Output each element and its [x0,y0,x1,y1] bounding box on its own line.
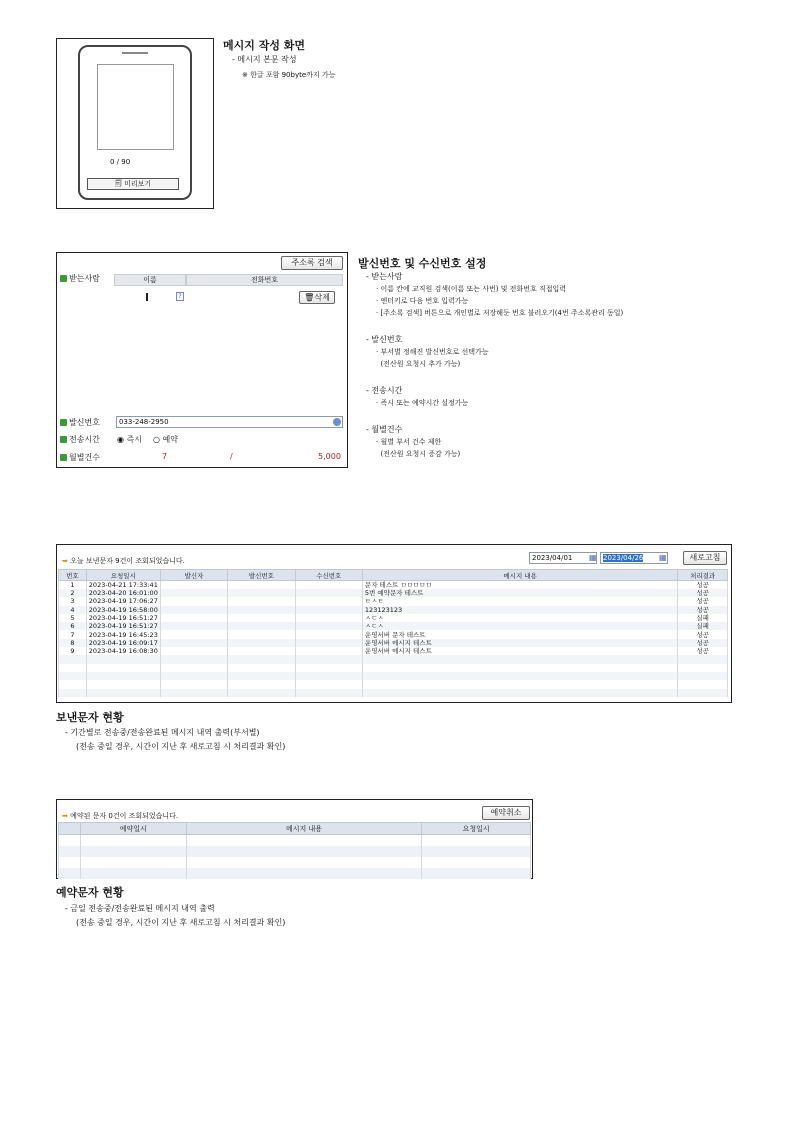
table-cell: 문자 테스트 ㅁㅁㅁㅁㅁ [362,581,677,590]
table-cell: 성공 [678,639,728,647]
col-checkbox [59,823,81,835]
desc-group-sendtime: - 전송시간 · 즉시 또는 예약시간 설정가능 [366,386,469,407]
table-row[interactable] [59,672,728,680]
table-cell: ㅅㄷㅅ [362,614,677,622]
table-cell [228,689,295,697]
table-cell [228,655,295,663]
table-row[interactable] [59,630,728,638]
table-row[interactable] [59,655,728,663]
table-row[interactable] [59,606,728,614]
sec1-bullet: - 메시지 본문 작성 [232,55,297,64]
col-sender: 발신자 [160,570,227,581]
table-cell [362,664,677,672]
search-icon[interactable]: ? [176,292,184,301]
table-cell: 2023-04-19 16:51:27 [86,614,160,622]
table-cell [295,639,362,647]
refresh-button[interactable]: 새로고침 [683,551,727,565]
col-number: 번호 [59,570,87,581]
col-reserve-time: 예약일시 [80,823,186,835]
table-row [59,857,531,868]
table-cell: 3 [59,597,87,605]
date-from-input[interactable]: 2023/04/01 [529,552,597,564]
table-cell: 성공 [678,581,728,590]
trash-icon: 🗑 [304,293,315,302]
recipient-label: 받는사람 [60,273,100,284]
table-row[interactable] [59,664,728,672]
table-cell [678,672,728,680]
sec3-title: 보낸문자 현황 [56,711,124,724]
sec4-line1: - 금일 전송중/전송완료된 메시지 내역 출력 [65,904,215,913]
table-cell [228,622,295,630]
table-cell: 2023-04-19 16:58:00 [86,606,160,614]
table-cell: 2023-04-19 16:08:30 [86,647,160,655]
table-cell [228,672,295,680]
table-cell: 성공 [678,606,728,614]
table-cell [295,655,362,663]
table-cell [160,672,227,680]
table-cell [160,664,227,672]
table-cell [228,581,295,590]
table-cell: 2023-04-21 17:33:41 [86,581,160,590]
table-cell [160,622,227,630]
table-cell [362,680,677,688]
table-row[interactable] [59,614,728,622]
table-cell: 4 [59,606,87,614]
col-phone: 전화번호 [186,274,343,286]
desc-group-recipient: - 받는사람 · 이름 칸에 교직원 검색(이름 또는 사번) 및 전화번호 직접입력 · 엔터키로 다음 번호 입력가능 · [주소록 검색] 버튼으로 개인별로 저장해둔 번호 불러오기(4번 주소록관리 동일) [366,272,624,317]
sec3-line2: (전송 중일 경우, 시간이 지난 후 새로고침 시 처리결과 확인) [76,742,286,751]
phone-speaker [122,52,148,54]
sender-label: 발신번호 [60,417,100,428]
cancel-reservation-button[interactable]: 예약취소 [482,806,530,820]
monthly-label: 월별건수 [60,452,100,463]
table-cell [295,589,362,597]
table-cell: 성공 [678,597,728,605]
bullet-icon [60,454,67,461]
table-cell [295,680,362,688]
table-cell [295,664,362,672]
table-row[interactable] [59,589,728,597]
desc-group-sender: - 발신번호 · 부서별 정해진 발신번호로 선택가능 (전산원 요청시 추가 가능) [366,335,489,368]
table-cell [228,614,295,622]
sec2-title: 발신번호 및 수신번호 설정 [358,257,487,270]
table-cell [228,680,295,688]
table-cell [160,680,227,688]
date-to-input[interactable]: 2023/04/26 [600,552,668,564]
col-message: 메시지 내용 [186,823,421,835]
col-name: 이름 [114,274,186,286]
col-message: 메시지 내용 [362,570,677,581]
table-cell [160,647,227,655]
sec1-note: ※ 한글 포함 90byte까지 가능 [242,71,336,79]
message-body-area[interactable] [97,64,174,150]
table-cell: ㅌㅅㅌ [362,597,677,605]
table-cell [86,655,160,663]
table-cell: 운영서버 메시지 테스트 [362,647,677,655]
calendar-icon[interactable]: ▦ [589,553,597,562]
monthly-limit: 5,000 [318,452,341,461]
preview-icon: 🗐 [114,180,122,188]
table-cell: 2023-04-20 16:01:00 [86,589,160,597]
table-cell: 123123123 [362,606,677,614]
table-cell [228,647,295,655]
monthly-sep: / [230,452,233,461]
table-cell: ㅅㄷㅅ [362,622,677,630]
table-cell: 2023-04-19 16:51:27 [86,622,160,630]
table-row[interactable] [59,639,728,647]
table-cell [59,689,87,697]
bullet-icon [60,419,67,426]
table-cell: 성공 [678,589,728,597]
sent-status-text: ➡ 오늘 보낸문자 9건이 조회되었습니다. [62,557,185,565]
table-cell [160,614,227,622]
reserved-status-text: ➡ 예약된 문자 0건이 조회되었습니다. [62,812,179,820]
table-row[interactable] [59,647,728,655]
table-row[interactable] [59,622,728,630]
send-reserve-radio[interactable]: ○ 예약 [153,435,178,444]
table-cell [295,581,362,590]
table-cell: 2 [59,589,87,597]
table-cell [678,655,728,663]
sent-messages-table [58,569,728,697]
col-recipient-number: 수신번호 [295,570,362,581]
table-cell: 2023-04-19 16:45:23 [86,630,160,638]
desc-group-monthly: - 월별건수 · 월별 부서 건수 제한 (전산원 요청시 증감 가능) [366,425,461,458]
table-cell [295,597,362,605]
table-cell [160,689,227,697]
sec4-title: 예약문자 현황 [56,886,124,899]
name-input-cursor[interactable] [146,293,148,301]
bullet-icon [60,275,67,282]
table-cell [59,680,87,688]
sec1-title: 메시지 작성 화면 [223,39,306,52]
table-row [59,835,531,846]
recipient-list [114,287,343,412]
table-cell [295,614,362,622]
table-cell: 2023-04-19 17:06:27 [86,597,160,605]
table-cell [228,664,295,672]
table-row[interactable] [59,680,728,688]
table-cell: 6 [59,622,87,630]
table-cell: 실패 [678,622,728,630]
arrow-right-icon: ➡ [62,812,68,820]
table-cell [678,680,728,688]
table-cell [678,689,728,697]
table-cell: 7 [59,630,87,638]
col-request-time: 요청일시 [86,570,160,581]
sec2-description [366,270,786,460]
table-row[interactable] [59,581,728,590]
table-cell: 성공 [678,630,728,638]
table-cell: 실패 [678,614,728,622]
preview-button-label: 미리보기 [124,180,152,188]
bullet-icon [60,436,67,443]
table-cell: 2023-04-19 16:09:17 [86,639,160,647]
send-now-radio[interactable]: ◉ 즉시 [117,435,142,444]
table-row [59,846,531,857]
table-cell [362,689,677,697]
table-row [59,868,531,879]
table-cell [86,689,160,697]
sendtime-label: 전송시간 [60,434,100,445]
table-cell [160,581,227,590]
table-header-row [59,570,728,581]
table-row[interactable] [59,597,728,605]
table-cell [295,630,362,638]
table-cell [59,672,87,680]
table-cell [362,655,677,663]
table-cell [160,606,227,614]
sec3-line1: - 기간별로 전송중/전송완료된 메시지 내역 출력(부서별) [65,728,260,737]
table-cell [295,647,362,655]
table-cell [86,680,160,688]
table-row[interactable] [59,689,728,697]
table-cell [228,606,295,614]
col-sender-number: 발신번호 [228,570,295,581]
table-cell [160,597,227,605]
table-cell [362,672,677,680]
table-cell [228,639,295,647]
col-result: 처리결과 [678,570,728,581]
sender-number-select[interactable]: 033-248-2950 [116,416,343,428]
calendar-icon[interactable]: ▦ [659,553,667,562]
table-cell: 운영서버 메시지 테스트 [362,639,677,647]
col-request-time: 요청일시 [422,823,531,835]
table-cell [86,664,160,672]
table-cell [295,689,362,697]
delete-button[interactable]: 🗑삭제 [299,291,335,304]
table-cell [228,597,295,605]
table-cell: 8 [59,639,87,647]
reserved-messages-table [58,822,531,879]
table-cell [295,672,362,680]
byte-counter: 0 / 90 [110,158,131,166]
preview-button[interactable] [87,178,179,190]
table-cell [678,664,728,672]
table-cell [160,630,227,638]
table-cell: 운영서버 문자 테스트 [362,630,677,638]
address-book-search-button[interactable]: 주소록 검색 [281,256,343,270]
table-cell [160,589,227,597]
sec4-line2: (전송 중일 경우, 시간이 지난 후 새로고침 시 처리결과 확인) [76,918,286,927]
table-cell: 5 [59,614,87,622]
table-cell [228,630,295,638]
chevron-down-icon[interactable] [333,418,341,426]
table-cell [59,655,87,663]
table-cell: 9 [59,647,87,655]
arrow-right-icon: ➡ [62,557,68,565]
table-cell: 1 [59,581,87,590]
table-cell [228,589,295,597]
table-cell [295,606,362,614]
table-cell [86,672,160,680]
table-cell: 5번 예약문자 테스트 [362,589,677,597]
monthly-used: 7 [162,452,168,461]
table-cell [59,664,87,672]
table-cell [160,655,227,663]
table-cell [160,639,227,647]
table-header-row [59,823,531,835]
table-cell [295,622,362,630]
table-cell: 성공 [678,647,728,655]
